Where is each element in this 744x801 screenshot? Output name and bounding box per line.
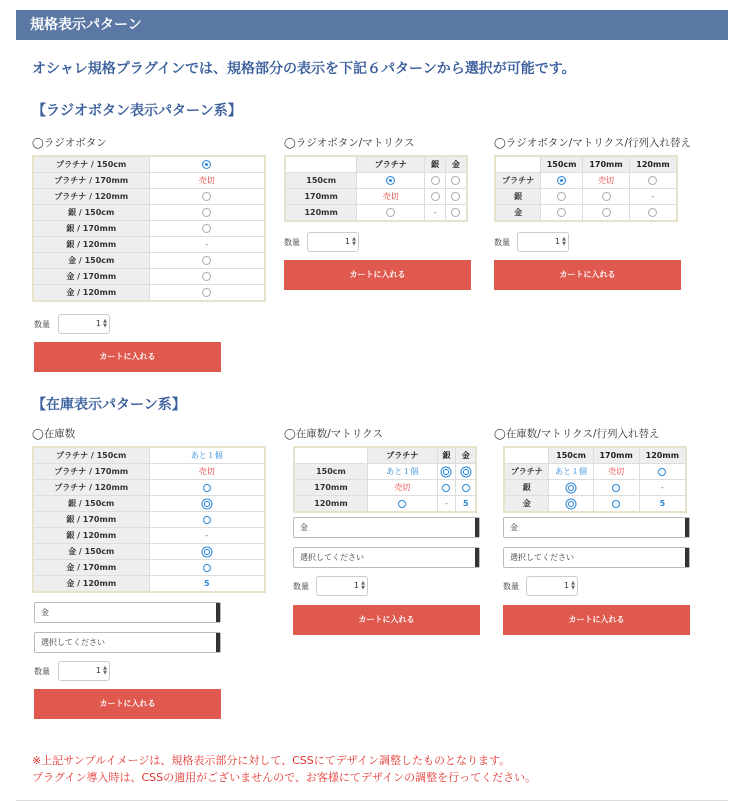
table-header-row (504, 447, 686, 464)
stock-cell (456, 496, 476, 513)
pattern-label-stock-matrix-swapped: ◯在庫数/マトリクス/行列入れ替え (494, 428, 660, 440)
corner-cell (285, 156, 357, 173)
radio-button[interactable] (451, 208, 460, 217)
stock-cell (149, 528, 265, 544)
quantity-value: 1 (344, 237, 350, 246)
in-stock-icon (398, 500, 406, 508)
in-stock-icon (658, 468, 666, 476)
stepper-icon[interactable]: ▲ ▼ (361, 580, 365, 591)
select-value: 選択してください (510, 553, 574, 562)
stock-status: 売切 (608, 467, 625, 476)
row-header: 金 (504, 496, 549, 513)
radio-button[interactable] (202, 224, 211, 233)
stock-cell (583, 173, 630, 189)
in-stock-icon (203, 484, 211, 492)
stock-cell (437, 480, 456, 496)
spec-table-stock (32, 446, 266, 593)
table-row[interactable] (33, 156, 265, 173)
row-header: 170mm (285, 189, 357, 205)
stock-cell (367, 480, 437, 496)
radio-button[interactable] (202, 272, 211, 281)
table-row (294, 496, 476, 513)
quantity-value: 1 (95, 319, 101, 328)
quantity-label: 数量 (494, 238, 510, 247)
option-cell (541, 205, 583, 222)
spec-table-radio (32, 155, 266, 302)
column-header: 金 (445, 156, 467, 173)
row-header: 120mm (294, 496, 367, 513)
column-header: 金 (456, 447, 476, 464)
pattern-label-radio-matrix: ◯ラジオボタン/マトリクス (284, 137, 415, 149)
corner-cell (495, 156, 541, 173)
row-header: 170mm (294, 480, 367, 496)
quantity-input[interactable] (526, 576, 578, 596)
spec-name: 金 / 150cm (33, 253, 149, 269)
stock-cell (149, 560, 265, 576)
spec-table-stock-matrix (293, 446, 477, 513)
option-cell (149, 189, 265, 205)
option-cell (357, 173, 425, 189)
in-stock-icon (203, 564, 211, 572)
spec-select-1[interactable] (503, 517, 690, 538)
row-header: 金 (495, 205, 541, 222)
stock-cell (149, 576, 265, 593)
spec-name: 銀 / 170mm (33, 221, 149, 237)
row-header: 銀 (504, 480, 549, 496)
stock-cell (456, 464, 476, 480)
option-cell (583, 189, 630, 205)
row-header: 150cm (285, 173, 357, 189)
quantity-value: 1 (554, 237, 560, 246)
stock-cell (149, 173, 265, 189)
select-value: 金 (510, 523, 518, 532)
stock-status: - (445, 499, 448, 508)
pattern-label-stock: ◯在庫数 (32, 428, 76, 440)
quantity-input[interactable] (316, 576, 368, 596)
table-row[interactable] (33, 576, 265, 593)
radio-button[interactable] (386, 208, 395, 217)
row-header: 120mm (285, 205, 357, 222)
table-row[interactable] (33, 447, 265, 464)
option-cell (541, 173, 583, 189)
stock-cell (149, 544, 265, 560)
option-cell (445, 189, 467, 205)
table-row (285, 173, 467, 189)
radio-button[interactable] (557, 192, 566, 201)
option-cell (445, 205, 467, 222)
spec-name: プラチナ / 120mm (33, 480, 149, 496)
stock-status: あと１個 (555, 467, 588, 476)
stock-status: - (205, 531, 209, 540)
stock-cell (367, 496, 437, 513)
quantity-input[interactable] (58, 661, 110, 681)
table-row (504, 464, 686, 480)
radio-button[interactable] (602, 208, 611, 217)
plenty-stock-icon (204, 549, 210, 555)
plenty-stock-icon (443, 469, 449, 475)
stock-cell (437, 464, 456, 480)
pattern-label-radio-matrix-swapped: ◯ラジオボタン/マトリクス/行列入れ替え (494, 137, 692, 149)
spec-name: プラチナ / 150cm (33, 156, 149, 173)
spec-table-radio-matrix-swapped (494, 155, 678, 222)
radio-selected[interactable] (202, 160, 211, 169)
corner-cell (294, 447, 367, 464)
radio-button[interactable] (202, 208, 211, 217)
stepper-icon[interactable]: ▲ ▼ (352, 236, 356, 247)
spec-name: 金 / 120mm (33, 285, 149, 302)
row-header: 150cm (294, 464, 367, 480)
quantity-label: 数量 (503, 582, 519, 591)
stock-status: 売切 (198, 467, 215, 476)
in-stock-icon (203, 516, 211, 524)
table-row (495, 205, 677, 222)
stock-status: あと１個 (190, 451, 223, 460)
table-header-row (495, 156, 677, 173)
pattern-label-radio: ◯ラジオボタン (32, 137, 107, 149)
add-to-cart-button[interactable]: カートに入れる (503, 605, 690, 635)
row-header: プラチナ (504, 464, 549, 480)
spec-name: 銀 / 120mm (33, 528, 149, 544)
stock-cell (629, 189, 677, 205)
table-row[interactable] (33, 480, 265, 496)
radio-button[interactable] (202, 192, 211, 201)
stock-status: - (651, 192, 655, 201)
dropdown-icon (216, 633, 220, 652)
radio-button[interactable] (202, 256, 211, 265)
option-cell (357, 205, 425, 222)
table-row[interactable] (33, 269, 265, 285)
add-to-cart-button[interactable]: カートに入れる (34, 689, 221, 719)
spec-select-1[interactable] (293, 517, 480, 538)
table-row (285, 189, 467, 205)
stock-cell (593, 480, 639, 496)
option-cell (149, 285, 265, 302)
row-header: プラチナ (495, 173, 541, 189)
stock-status: 5 (203, 579, 210, 588)
stock-cell (549, 480, 593, 496)
add-to-cart-button[interactable]: カートに入れる (494, 260, 681, 290)
stepper-icon[interactable]: ▲ ▼ (562, 236, 566, 247)
radio-button[interactable] (648, 176, 657, 185)
stock-cell (425, 205, 446, 222)
table-row (294, 480, 476, 496)
table-header-row (285, 156, 467, 173)
stock-cell (593, 496, 639, 513)
option-cell (149, 221, 265, 237)
table-row (504, 496, 686, 513)
stock-cell (149, 464, 265, 480)
radio-button[interactable] (431, 176, 440, 185)
table-row[interactable] (33, 544, 265, 560)
select-value: 選択してください (41, 638, 105, 647)
column-header: 150cm (549, 447, 593, 464)
in-stock-icon (442, 484, 450, 492)
stock-status: - (433, 208, 437, 217)
table-row (495, 189, 677, 205)
stock-status: 5 (659, 499, 666, 508)
option-cell (425, 189, 446, 205)
radio-selected[interactable] (557, 176, 566, 185)
select-value: 金 (41, 608, 49, 617)
option-cell (629, 173, 677, 189)
quantity-value: 1 (95, 666, 101, 675)
spec-name: 金 / 150cm (33, 544, 149, 560)
table-row[interactable] (33, 464, 265, 480)
stock-cell (149, 512, 265, 528)
quantity-label: 数量 (293, 582, 309, 591)
column-header: 170mm (593, 447, 639, 464)
column-header: 150cm (541, 156, 583, 173)
in-stock-icon (462, 484, 470, 492)
stock-cell (149, 480, 265, 496)
stock-cell (149, 447, 265, 464)
add-to-cart-button[interactable]: カートに入れる (293, 605, 480, 635)
in-stock-icon (612, 500, 620, 508)
spec-name: 金 / 170mm (33, 560, 149, 576)
stock-status: - (660, 483, 664, 492)
option-cell (149, 156, 265, 173)
stock-cell (549, 464, 593, 480)
section-title-radio: 【ラジオボタン表示パターン系】 (32, 103, 242, 119)
option-cell (629, 205, 677, 222)
dropdown-icon (216, 603, 220, 622)
spec-select-2[interactable] (503, 547, 690, 568)
plenty-stock-icon (463, 469, 469, 475)
column-header: プラチナ (367, 447, 437, 464)
plenty-stock-icon (204, 501, 210, 507)
stock-cell (456, 480, 476, 496)
table-header-row (294, 447, 476, 464)
plenty-stock-icon (568, 485, 574, 491)
stepper-icon[interactable]: ▲ ▼ (571, 580, 575, 591)
spec-table-radio-matrix (284, 155, 468, 222)
radio-button[interactable] (431, 192, 440, 201)
table-row[interactable] (33, 528, 265, 544)
stock-cell (149, 496, 265, 512)
spec-name: プラチナ / 170mm (33, 173, 149, 189)
note-line-1: ※上記サンプルイメージは、規格表示部分に対して、CSSにてデザイン調整したものとなります。 (32, 754, 511, 767)
quantity-input[interactable] (307, 232, 359, 252)
table-row (294, 464, 476, 480)
radio-button[interactable] (602, 192, 611, 201)
table-row[interactable] (33, 237, 265, 253)
table-row[interactable] (33, 173, 265, 189)
spec-name: 銀 / 150cm (33, 496, 149, 512)
option-cell (425, 173, 446, 189)
radio-button[interactable] (202, 288, 211, 297)
stock-cell (639, 464, 686, 480)
stock-cell (149, 237, 265, 253)
table-row[interactable] (33, 205, 265, 221)
corner-cell (504, 447, 549, 464)
spec-name: プラチナ / 150cm (33, 447, 149, 464)
table-row[interactable] (33, 496, 265, 512)
column-header: 120mm (639, 447, 686, 464)
spec-name: 銀 / 120mm (33, 237, 149, 253)
spec-select-1[interactable] (34, 602, 221, 623)
in-stock-icon (612, 484, 620, 492)
table-row[interactable] (33, 285, 265, 302)
radio-button[interactable] (557, 208, 566, 217)
stock-cell (639, 480, 686, 496)
stock-status: - (205, 240, 209, 249)
option-cell (149, 253, 265, 269)
option-cell (149, 205, 265, 221)
column-header: プラチナ (357, 156, 425, 173)
spec-select-2[interactable] (293, 547, 480, 568)
option-cell (445, 173, 467, 189)
stepper-icon[interactable]: ▲ ▼ (103, 318, 107, 329)
quantity-input[interactable] (517, 232, 569, 252)
stock-status: 5 (462, 499, 469, 508)
quantity-label: 数量 (34, 320, 50, 329)
pattern-label-stock-matrix: ◯在庫数/マトリクス (284, 428, 383, 440)
radio-button[interactable] (648, 208, 657, 217)
intro-text: オシャレ規格プラグインでは、規格部分の表示を下記６パターンから選択が可能です。 (32, 61, 576, 77)
column-header: 170mm (583, 156, 630, 173)
option-cell (583, 205, 630, 222)
note-line-2: プラグイン導入時は、CSSの適用がございませんので、お客様にてデザインの調整を行ってください。 (32, 771, 537, 784)
stock-cell (639, 496, 686, 513)
table-row (504, 480, 686, 496)
table-row (285, 205, 467, 222)
table-row (495, 173, 677, 189)
add-to-cart-button[interactable]: カートに入れる (34, 342, 221, 372)
table-row[interactable] (33, 253, 265, 269)
column-header: 銀 (425, 156, 446, 173)
dropdown-icon (475, 548, 479, 567)
table-row[interactable] (33, 512, 265, 528)
stock-status: 売切 (394, 483, 411, 492)
spec-name: 銀 / 170mm (33, 512, 149, 528)
option-cell (541, 189, 583, 205)
spec-name: 金 / 120mm (33, 576, 149, 593)
select-value: 選択してください (300, 553, 364, 562)
spec-name: プラチナ / 170mm (33, 464, 149, 480)
quantity-input[interactable] (58, 314, 110, 334)
stock-cell (367, 464, 437, 480)
table-row[interactable] (33, 560, 265, 576)
option-cell (149, 269, 265, 285)
spec-name: プラチナ / 120mm (33, 189, 149, 205)
spec-name: 銀 / 150cm (33, 205, 149, 221)
dropdown-icon (685, 548, 689, 567)
column-header: 銀 (437, 447, 456, 464)
radio-selected[interactable] (386, 176, 395, 185)
table-row[interactable] (33, 189, 265, 205)
quantity-value: 1 (563, 581, 569, 590)
stock-status: 売切 (198, 176, 215, 185)
page-header: 規格表示パターン (16, 10, 728, 40)
stock-cell (437, 496, 456, 513)
stock-cell (549, 496, 593, 513)
spec-table-stock-matrix-swapped (503, 446, 687, 513)
stepper-icon[interactable]: ▲ ▼ (103, 665, 107, 676)
section-title-stock: 【在庫表示パターン系】 (32, 397, 186, 413)
stock-cell (593, 464, 639, 480)
stock-status: あと１個 (386, 467, 419, 476)
stock-status: 売切 (598, 176, 615, 185)
quantity-label: 数量 (284, 238, 300, 247)
stock-cell (357, 189, 425, 205)
quantity-label: 数量 (34, 667, 50, 676)
plenty-stock-icon (568, 501, 574, 507)
table-row[interactable] (33, 221, 265, 237)
add-to-cart-button[interactable]: カートに入れる (284, 260, 471, 290)
stock-status: 売切 (382, 192, 399, 201)
column-header: 120mm (629, 156, 677, 173)
row-header: 銀 (495, 189, 541, 205)
radio-button[interactable] (451, 192, 460, 201)
select-value: 金 (300, 523, 308, 532)
spec-name: 金 / 170mm (33, 269, 149, 285)
spec-select-2[interactable] (34, 632, 221, 653)
radio-button[interactable] (451, 176, 460, 185)
dropdown-icon (685, 518, 689, 537)
quantity-value: 1 (353, 581, 359, 590)
dropdown-icon (475, 518, 479, 537)
